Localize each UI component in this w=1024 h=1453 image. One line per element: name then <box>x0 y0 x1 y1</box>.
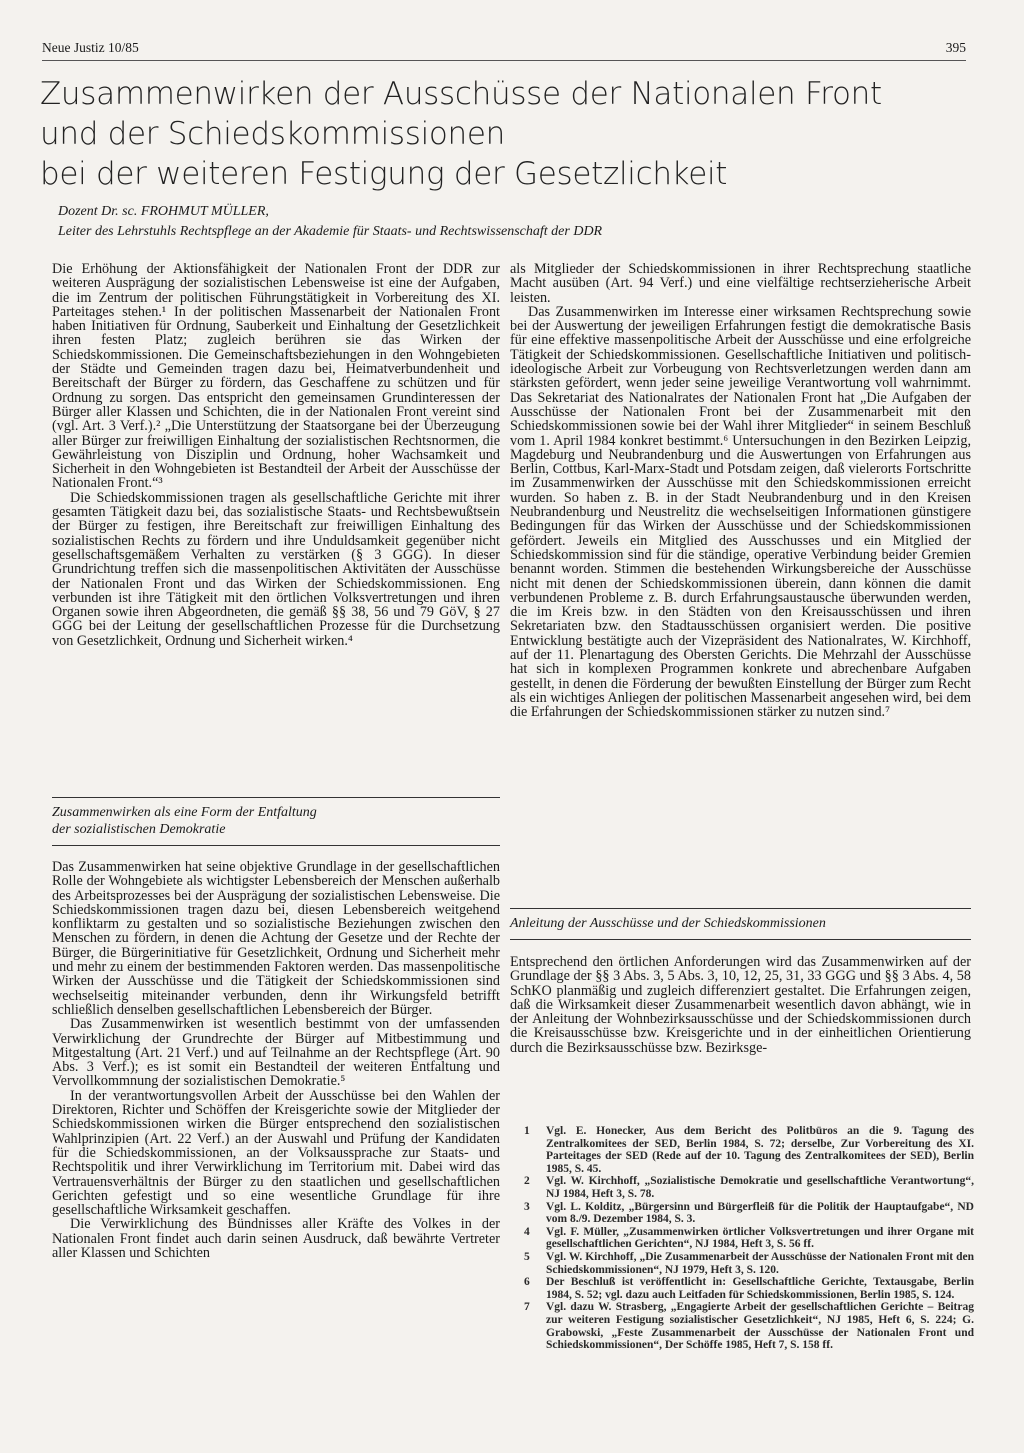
footnote: 1 Vgl. E. Honecker, Aus dem Bericht des Politbüros an die 9. Tagung des Zentralkomitees der SED, Berlin 1984, S. 72; derselbe, Zur Vorbereitung des XI. Parteitages der SED (Rede auf der 10. Tagung des Zentralkomitees der SED), Berlin 1985, S. 45. <box>524 1125 974 1175</box>
section-heading-right: Anleitung der Ausschüsse und der Schiedskommissionen <box>510 908 971 940</box>
paragraph: Die Erhöhung der Aktionsfähigkeit der Nationalen Front der DDR zur weiteren Ausprägung der sozialistischen Lebensweise ist eine der Aufgaben, die im Zentrum der politischen Führungstätigkeit in Vorbereitung des XI. Parteitages stehen.¹ In der politischen Massenarbeit der Nationalen Front haben Initiativen für Ordnung, Sauberkeit und Einhaltung der Gesetzlichkeit ihren festen Platz; zugleich berühren sie das Wirken der Schiedskommissionen. Die Gemeinschaftsbeziehungen in den Wohngebieten der Städte und Gemeinden tragen dazu bei, Heimatverbundenheit und Bereitschaft der Bürger zu fördern, das Geschaffene zu schützen und für Ordnung zu sorgen. Das entspricht den gemeinsamen Grundinteressen der Bürger aller Klassen und Schichten, die in der Nationalen Front vereint sind (vgl. Art. 3 Verf.).² „Die Unterstützung der Staatsorgane bei der Überzeugung aller Bürger zur freiwilligen Einhaltung der sozialistischen Rechtsnormen, die Gewährleistung von Disziplin und Ordnung, hoher Wachsamkeit und Sicherheit in den Wohngebieten ist Bestandteil der Arbeit der Ausschüsse der Nationalen Front.“³ <box>52 261 500 492</box>
paragraph: Das Zusammenwirken hat seine objektive Grundlage in der gesellschaftlichen Rolle der Wohngebiete als wichtigster Lebensbereich der Menschen außerhalb des Arbeitsprozesses bei der Ausprägung der sozialistischen Lebensweise. Die Schiedskommissionen tragen dazu bei, diesen Lebensbereich weitgehend konfliktarm zu gestalten und so sozialistische Beziehungen zwischen den Menschen zu fördern, in denen die Achtung der Gesetze und der Rechte der Bürger, die Bürgerinitiative für Gesetzlichkeit, Ordnung und Sicherheit mehr und mehr zu einem der bestimmenden Faktoren werden. Das massenpolitische Wirken der Ausschüsse und die Tätigkeit der Schiedskommissionen sind wechselseitig miteinander verbunden, denn ihr Wirkungsfeld betrifft schließlich denselben gesellschaftlichen Lebensbereich der Bürger. <box>52 859 500 1018</box>
section-heading-left: Zusammenwirken als eine Form der Entfaltung der sozialistischen Demokratie <box>52 797 500 846</box>
paragraph: In der verantwortungsvollen Arbeit der Ausschüsse bei den Wahlen der Direktoren, Richter und Schöffen der Kreisgerichte sowie der Mitglieder der Schiedskommissionen wirken die Bürger entsprechend den sozialistischen Wahlprinzipien (Art. 22 Verf.) an der Auswahl und Prüfung der Kandidaten für die Schiedskommissionen, an der Volksaussprache zur Staats- und Rechtspolitik und ihrer Verwirklichung im Territorium mit. Dabei wird das Vertrauensverhältnis der Bürger zu den staatlichen und gesellschaftlichen Gerichten gefestigt und so eine wesentliche Grundlage für ihre gesellschaftliche Wirksamkeit geschaffen. <box>52 1087 500 1219</box>
right-column-section <box>510 955 971 1055</box>
article-title <box>40 74 940 194</box>
paragraph: Das Zusammenwirken im Interesse einer wirksamen Rechtsprechung sowie bei der Auswertung der jeweiligen Erfahrungen festigt die demokratische Basis für eine effektive massenpolitische Arbeit der Ausschüsse und eine erfolgreiche Tätigkeit der Schiedskommissionen. Gesellschaftliche Initiativen und politisch-ideologische Arbeit zur Vorbeugung von Rechtsverletzungen werden dann am stärksten gefördert, wenn jeder seine jeweilige Verantwortung voll wahrnimmt. Das Sekretariat des Nationalrates der Nationalen Front hat „Die Aufgaben der Ausschüsse der Nationalen Front bei der Zusammenarbeit mit den Schiedskommissionen sowie bei der Wahl ihrer Mitglieder“ in seinem Beschluß vom 1. April 1984 konkret bestimmt.⁶ Untersuchungen in den Bezirken Leipzig, Magdeburg und Neubrandenburg und die Auswertungen von Erfahrungen aus Berlin, Cottbus, Karl-Marx-Stadt und Potsdam zeigen, daß vielerorts Fortschritte im Zusammenwirken der Ausschüsse mit den Schiedskommissionen erreicht wurden. So haben z. B. in der Stadt Neubrandenburg und in den Kreisen Neubrandenburg und Neustrelitz die wechselseitigen Informationen günstigere Bedingungen für das Wirken der Ausschüsse und der Schiedskommissionen gefördert. Jeweils ein Mitglied des Ausschusses und ein Mitglied der Schiedskommission sind für die ständige, operative Verbindung beider Gremien benannt worden. Stimmen die bestehenden Wirkungsbereiche der Ausschüsse nicht mit denen der Schiedskommissionen überein, dann können die damit verbundenen Probleme z. B. durch Erfahrungsaustausche überwunden werden, die im Kreis bzw. in den Städten von den Kreisausschüssen und ihren Sekretariaten bzw. den Stadtausschüssen organisiert werden. Die positive Entwicklung bestätigte auch der Vizepräsident des Nationalrates, W. Kirchhoff, auf der 11. Plenartagung des Obersten Gerichts. Die Mehrzahl der Ausschüsse hat sich in komplexen Programmen konkrete und abrechenbare Aufgaben gestellt, in denen die Förderung der bewußten Einstellung der Bürger zum Recht als ein wichtiges Anliegen der politischen Massenarbeit angesehen wird, bei dem die Erfahrungen der Schiedskommissionen stärker zu nutzen sind.⁷ <box>510 303 971 721</box>
left-column-section <box>52 860 500 1260</box>
footnote: 6 Der Beschluß ist veröffentlicht in: Gesellschaftliche Gerichte, Textausgabe, Berlin 1984, S. 52; vgl. dazu auch Leitfaden für Schiedskommissionen, Berlin 1985, S. 124. <box>524 1276 974 1301</box>
author-name: Dozent Dr. sc. FROHMUT MÜLLER, <box>58 204 269 219</box>
author-affiliation: Leiter des Lehrstuhls Rechtspflege an der Akademie für Staats- und Rechtswissenschaft der DDR <box>58 224 603 239</box>
paragraph: Das Zusammenwirken ist wesentlich bestimmt von der umfassenden Verwirklichung der Grundrechte der Bürger auf Mitbestimmung und Mitgestaltung (Art. 21 Verf.) und auf Teilnahme an der Rechtspflege (Art. 90 Abs. 3 Verf.); es ist somit ein Bestandteil der weiteren Entfaltung und Vervollkommnung der sozialistischen Demokratie.⁵ <box>52 1016 500 1090</box>
footnote: 7 Vgl. dazu W. Strasberg, „Engagierte Arbeit der gesellschaftlichen Gerichte – Beitrag zur weiteren Festigung sozialistischer Gesetzlichkeit“, NJ 1985, Heft 6, S. 224; G. Grabowski, „Feste Zusammenarbeit der Ausschüsse der Nationalen Front und Schiedskommissionen“, Der Schöffe 1985, Heft 7, S. 158 ff. <box>524 1301 974 1352</box>
running-head <box>42 38 966 61</box>
author-block <box>58 202 602 242</box>
title-line: Zusammenwirken der Ausschüsse der Nationalen Front <box>40 76 882 112</box>
journal-issue: Neue Justiz 10/85 <box>42 40 139 55</box>
footnote: 5 Vgl. W. Kirchhoff, „Die Zusammenarbeit der Ausschüsse der Nationalen Front mit den Schiedskommissionen“, NJ 1979, Heft 3, S. 120. <box>524 1250 974 1276</box>
paragraph: Entsprechend den örtlichen Anforderungen wird das Zusammenwirken auf der Grundlage der §§ 3 Abs. 3, 5 Abs. 3, 10, 12, 25, 31, 33 GGG und §§ 3 Abs. 4, 58 SchKO planmäßig und zugleich differenziert gestaltet. Die Erfahrungen zeigen, daß die Wirksamkeit dieser Zusammenarbeit wesentlich davon abhängt, wie in der Anleitung der Wohnbezirksausschüsse und der Schiedskommissionen durch die Kreisausschüsse bzw. Kreisgerichte und in der einheitlichen Orientierung durch die Bezirksausschüsse bzw. Bezirksge- <box>510 954 971 1056</box>
paragraph: Die Verwirklichung des Bündnisses aller Kräfte des Volkes in der Nationalen Front findet auch darin seinen Ausdruck, daß bewährte Vertreter aller Klassen und Schichten <box>52 1216 500 1262</box>
paragraph: als Mitglieder der Schiedskommissionen in ihrer Rechtsprechung staatliche Macht ausüben (Art. 94 Verf.) und eine vielfältige rechtserzieherische Arbeit leisten. <box>510 261 971 306</box>
title-line: bei der weiteren Festigung der Gesetzlichkeit <box>40 156 728 192</box>
footnote: 4 Vgl. F. Müller, „Zusammenwirken örtlicher Volksvertretungen und ihrer Organe mit gesellschaftlichen Gerichten“, NJ 1984, Heft 3, S. 56 ff. <box>524 1225 974 1251</box>
left-column-intro <box>52 262 500 648</box>
footnotes <box>524 1125 974 1352</box>
right-column-main <box>510 262 971 720</box>
footnote: 2 Vgl. W. Kirchhoff, „Sozialistische Demokratie und gesellschaftliche Verantwortung“, NJ 1984, Heft 3, S. 78. <box>524 1175 974 1200</box>
page-number: 395 <box>945 40 966 55</box>
title-line: und der Schiedskommissionen <box>40 116 506 152</box>
footnote: 3 Vgl. L. Kolditz, „Bürgersinn und Bürgerfleiß für die Politik der Hauptaufgabe“, ND vom 8./9. Dezember 1984, S. 3. <box>524 1200 974 1226</box>
paragraph: Die Schiedskommissionen tragen als gesellschaftliche Gerichte mit ihrer gesamten Tätigkeit dazu bei, das sozialistische Staats- und Rechtsbewußtsein der Bürger zu festigen, ihre Bereitschaft zur freiwilligen Einhaltung des sozialistischen Rechts zu fördern und ihre Unduldsamkeit gegenüber nicht gesellschaftsgemäßem Verhalten zu verstärken (§ 3 GGG). In dieser Grundrichtung treffen sich die massenpolitischen Aktivitäten der Ausschüsse der Nationalen Front und das Wirken der Schiedskommissionen. Eng verbunden ist ihre Tätigkeit mit den örtlichen Volksvertretungen und ihren Organen sowie ihren Abgeordneten, die gemäß §§ 38, 56 und 79 GöV, § 27 GGG bei der Leitung der gesellschaftlichen Prozesse für die Durchsetzung von Gesetzlichkeit, Ordnung und Sicherheit wirken.⁴ <box>52 489 500 649</box>
